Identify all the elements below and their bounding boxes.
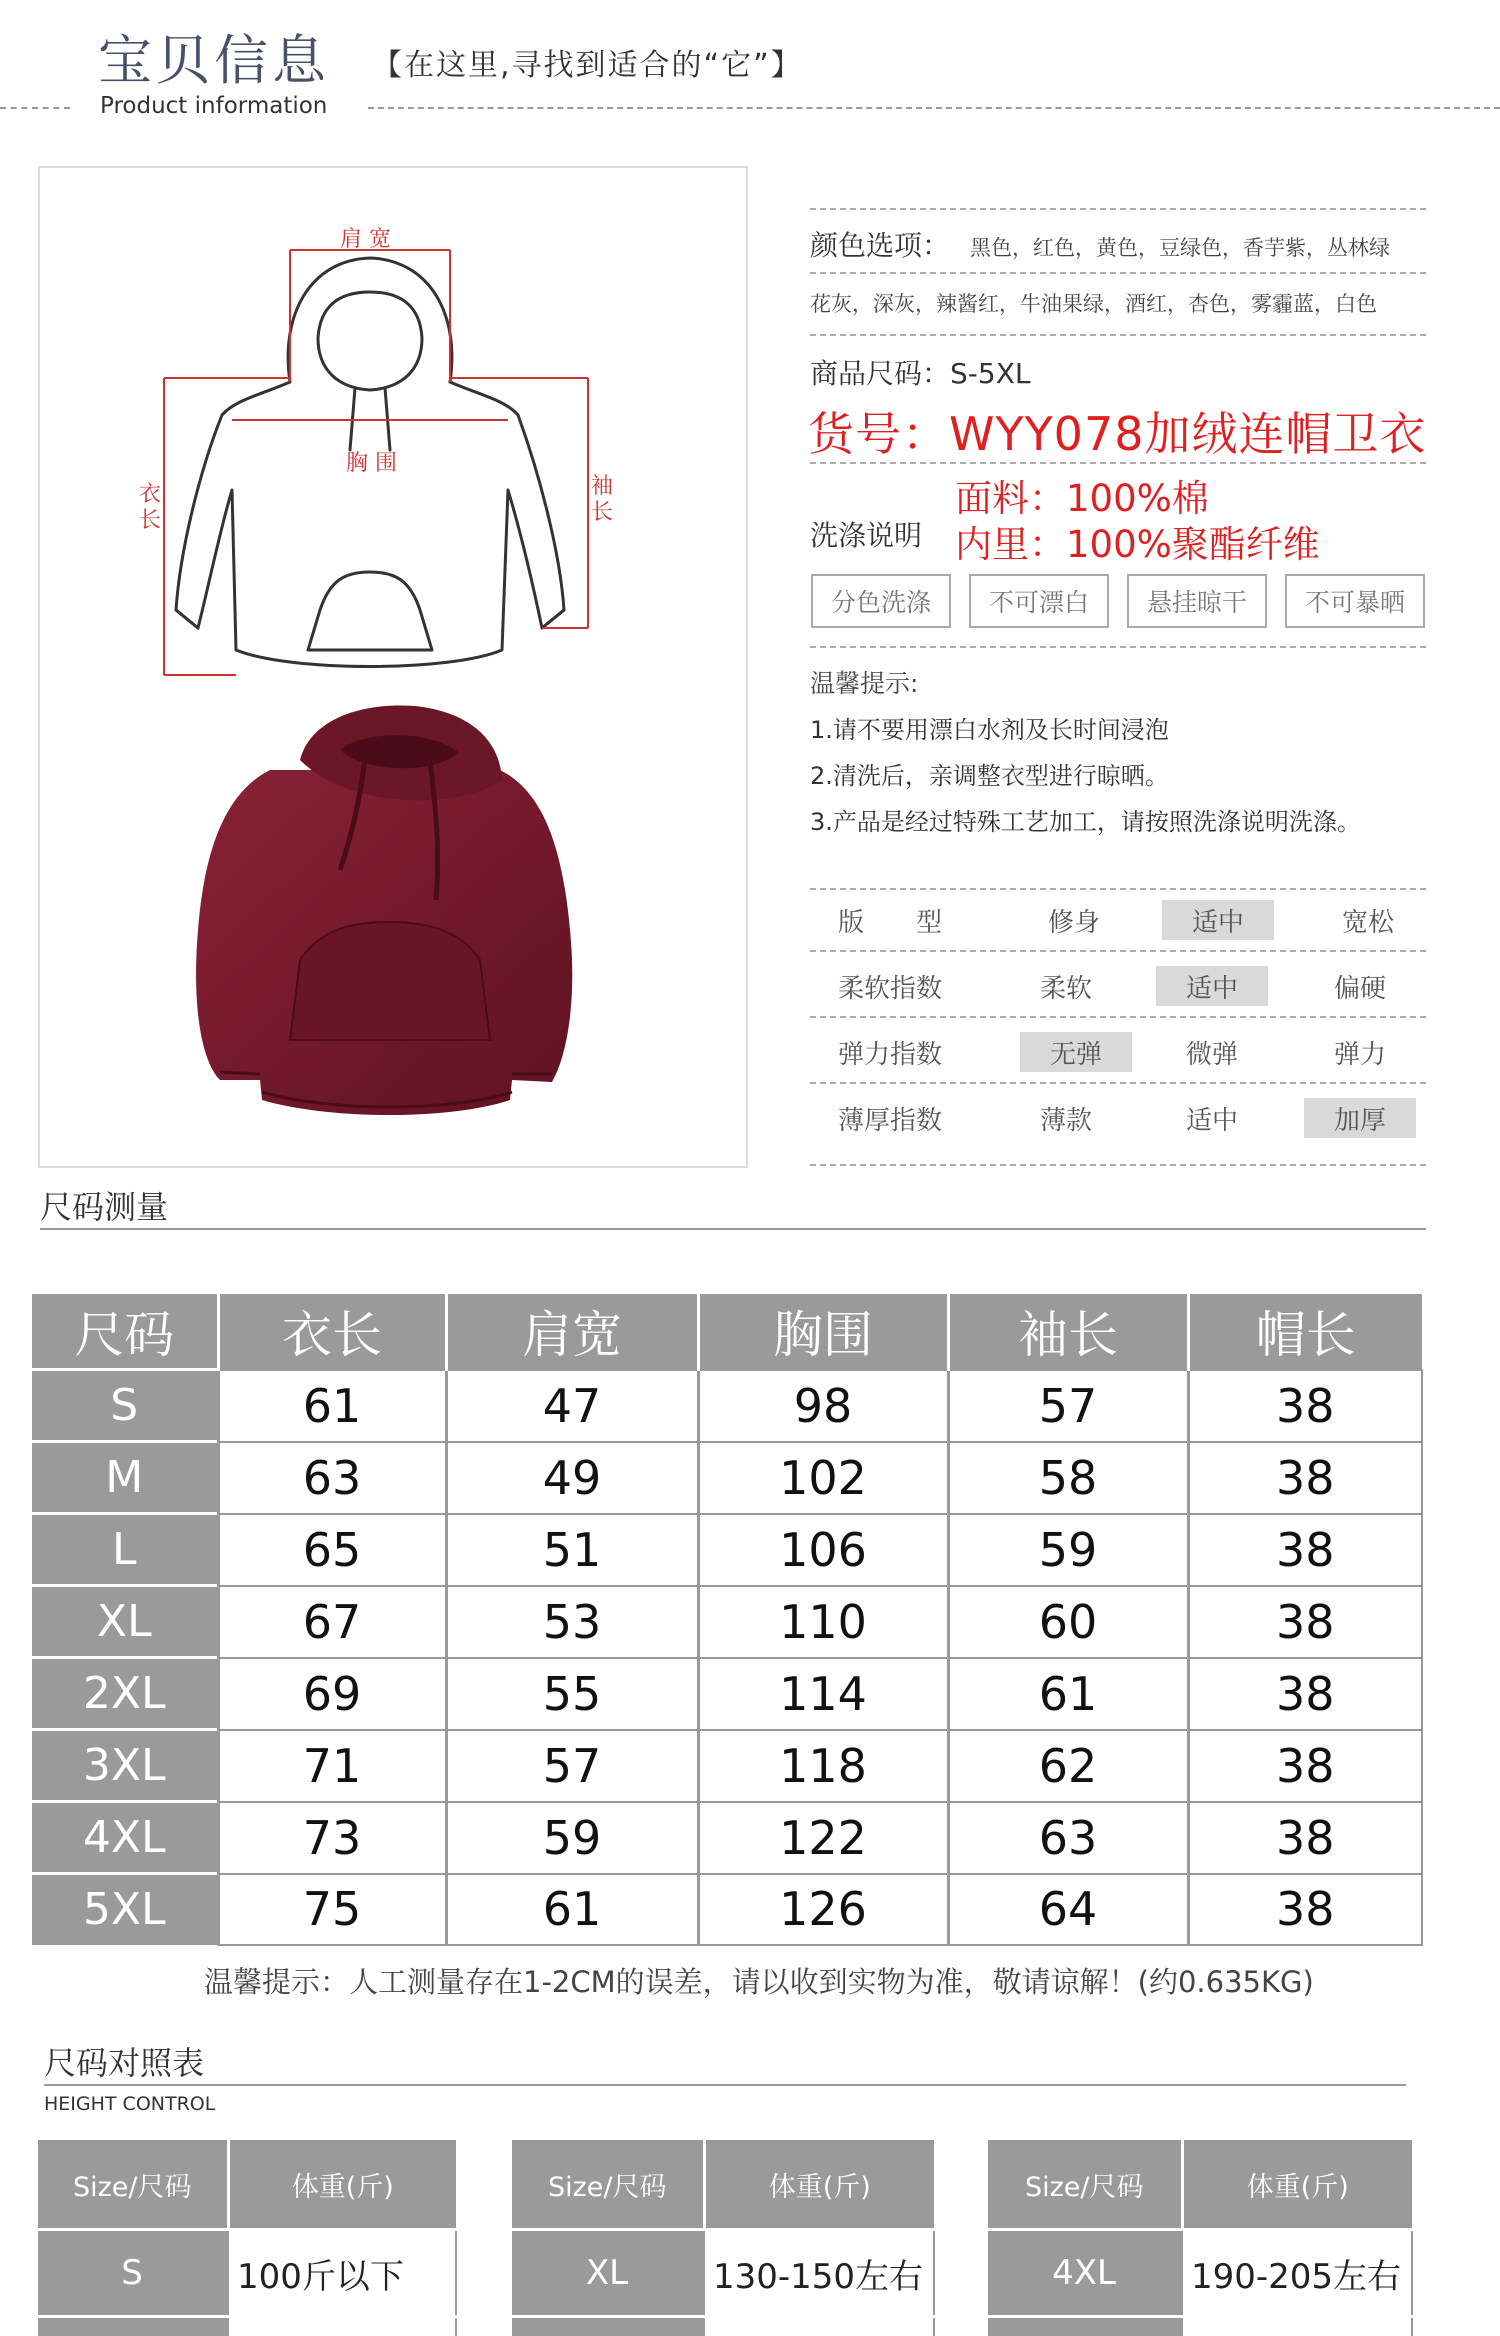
cell-shoulder: 57 [446, 1730, 698, 1802]
cell-hood: 38 [1188, 1658, 1422, 1730]
info-divider [810, 208, 1426, 210]
cell-length: 67 [218, 1586, 446, 1658]
attr-option: 薄款 [1010, 1098, 1122, 1138]
chest-label: 胸 围 [346, 446, 397, 477]
cell-shoulder: 55 [446, 1658, 698, 1730]
cell-length: 73 [218, 1802, 446, 1874]
table-row [512, 2230, 934, 2317]
table-row [32, 1370, 1422, 1442]
table-row [32, 1802, 1422, 1874]
col-header-size: Size/尺码 [988, 2140, 1182, 2230]
cell-weight-cut [1182, 2317, 1412, 2336]
wash-tag-separate: 分色洗涤 [811, 574, 951, 628]
attr-option-selected: 适中 [1156, 966, 1268, 1006]
cell-weight: 190-205左右 [1182, 2230, 1412, 2317]
header-divider-right [368, 107, 1500, 109]
table-header-row [38, 2140, 456, 2230]
wash-tag-no-sun: 不可暴晒 [1285, 574, 1425, 628]
cell-chest: 126 [698, 1874, 948, 1945]
cell-sleeve: 59 [948, 1514, 1188, 1586]
attr-option: 修身 [1018, 900, 1130, 940]
attr-label-elasticity: 弹力指数 [810, 1032, 970, 1072]
col-header-hood: 帽长 [1188, 1294, 1422, 1370]
table-row-partial [512, 2317, 934, 2336]
cell-sleeve: 60 [948, 1586, 1188, 1658]
attr-option: 适中 [1156, 1098, 1268, 1138]
table-row [988, 2230, 1412, 2317]
cell-sleeve: 58 [948, 1442, 1188, 1514]
cell-length: 61 [218, 1370, 446, 1442]
cell-sleeve: 62 [948, 1730, 1188, 1802]
col-header-weight: 体重(斤) [228, 2140, 456, 2230]
cell-chest: 106 [698, 1514, 948, 1586]
table-header-row [988, 2140, 1412, 2230]
row-size-cut [38, 2317, 228, 2336]
attr-option: 宽松 [1312, 900, 1424, 940]
cell-weight-cut [704, 2317, 934, 2336]
tips-title: 温馨提示: [810, 664, 918, 700]
tip-1: 1.请不要用漂白水剂及长时间浸泡 [810, 710, 1169, 745]
attr-option: 柔软 [1010, 966, 1122, 1006]
height-control-title: 尺码对照表 [44, 2038, 204, 2084]
table-row-partial [38, 2317, 456, 2336]
col-header-weight: 体重(斤) [704, 2140, 934, 2230]
attr-label-softness: 柔软指数 [810, 966, 970, 1006]
table-row [38, 2230, 456, 2317]
col-header-size: Size/尺码 [38, 2140, 228, 2230]
table-row [32, 1442, 1422, 1514]
row-size: L [32, 1514, 218, 1586]
color-options-line1: 黑色，红色，黄色，豆绿色，香芋紫，丛林绿 [970, 232, 1390, 262]
cell-chest: 98 [698, 1370, 948, 1442]
wash-tag-hang-dry: 悬挂晾干 [1127, 574, 1267, 628]
cell-length: 75 [218, 1874, 446, 1945]
weight-table-3 [988, 2140, 1413, 2336]
table-row [32, 1730, 1422, 1802]
row-size: 2XL [32, 1658, 218, 1730]
info-divider [810, 462, 1426, 464]
row-size: S [38, 2230, 228, 2317]
sleeve-label: 袖长 [590, 474, 614, 526]
tip-3: 3.产品是经过特殊工艺加工，请按照洗涤说明洗涤。 [810, 802, 1361, 837]
attr-label-fit: 版 型 [810, 900, 970, 940]
size-range: 商品尺码：S-5XL [810, 352, 1030, 392]
wash-tag-no-bleach: 不可漂白 [969, 574, 1109, 628]
cell-length: 65 [218, 1514, 446, 1586]
col-header-shoulder: 肩宽 [446, 1294, 698, 1370]
row-size: 4XL [988, 2230, 1182, 2317]
shoulder-width-label: 肩 宽 [340, 222, 391, 253]
length-label: 衣长 [138, 482, 162, 534]
measure-section-title: 尺码测量 [40, 1182, 168, 1228]
attr-option: 偏硬 [1304, 966, 1416, 1006]
cell-hood: 38 [1188, 1514, 1422, 1586]
attr-divider [810, 950, 1426, 952]
page-title: 宝贝信息 [98, 18, 330, 95]
cell-chest: 102 [698, 1442, 948, 1514]
cell-hood: 38 [1188, 1442, 1422, 1514]
color-options-line2: 花灰，深灰，辣酱红，牛油果绿，酒红，杏色，雾霾蓝，白色 [810, 288, 1377, 318]
table-header-row [32, 1294, 1422, 1370]
cell-chest: 122 [698, 1802, 948, 1874]
col-header-length: 衣长 [218, 1294, 446, 1370]
cell-hood: 38 [1188, 1370, 1422, 1442]
row-size: 5XL [32, 1874, 218, 1945]
cell-length: 71 [218, 1730, 446, 1802]
attr-option: 微弹 [1156, 1032, 1268, 1072]
cell-shoulder: 51 [446, 1514, 698, 1586]
cell-hood: 38 [1188, 1874, 1422, 1945]
cell-hood: 38 [1188, 1586, 1422, 1658]
table-row [32, 1658, 1422, 1730]
attr-divider [810, 888, 1426, 890]
attr-option: 弹力 [1304, 1032, 1416, 1072]
cell-chest: 118 [698, 1730, 948, 1802]
page-tagline: 【在这里,寻找到适合的“它”】 [372, 40, 803, 84]
cell-length: 63 [218, 1442, 446, 1514]
attr-divider [810, 1082, 1426, 1084]
cell-sleeve: 61 [948, 1658, 1188, 1730]
hoodie-product-photo [190, 700, 580, 1150]
weight-table-1 [38, 2140, 457, 2336]
size-measurement-table [32, 1294, 1423, 1946]
row-size: XL [512, 2230, 704, 2317]
table-row [32, 1874, 1422, 1945]
cell-sleeve: 63 [948, 1802, 1188, 1874]
cell-length: 69 [218, 1658, 446, 1730]
info-divider [810, 334, 1426, 336]
col-header-chest: 胸围 [698, 1294, 948, 1370]
cell-shoulder: 59 [446, 1802, 698, 1874]
attr-option-selected: 适中 [1162, 900, 1274, 940]
col-header-size: 尺码 [32, 1294, 218, 1370]
table-row [32, 1514, 1422, 1586]
cell-chest: 114 [698, 1658, 948, 1730]
height-control-subtitle: HEIGHT CONTROL [44, 2093, 215, 2115]
header-divider-left [0, 107, 70, 109]
row-size: 4XL [32, 1802, 218, 1874]
table-row [32, 1586, 1422, 1658]
cell-shoulder: 61 [446, 1874, 698, 1945]
color-options-label: 颜色选项： [810, 224, 950, 264]
measurement-note: 温馨提示：人工测量存在1-2CM的误差，请以收到实物为准，敬请谅解！(约0.635KG) [204, 1960, 1314, 2001]
attr-label-thickness: 薄厚指数 [810, 1098, 970, 1138]
row-size: M [32, 1442, 218, 1514]
cell-weight: 130-150左右 [704, 2230, 934, 2317]
cell-chest: 110 [698, 1586, 948, 1658]
page-subtitle-en: Product information [100, 93, 327, 119]
height-control-rule [44, 2084, 1406, 2086]
weight-table-2 [512, 2140, 935, 2336]
wash-label: 洗涤说明 [810, 514, 922, 554]
cell-sleeve: 64 [948, 1874, 1188, 1945]
row-size: 3XL [32, 1730, 218, 1802]
row-size-cut [988, 2317, 1182, 2336]
info-divider [810, 646, 1426, 648]
table-row-partial [988, 2317, 1412, 2336]
row-size: XL [32, 1586, 218, 1658]
col-header-sleeve: 袖长 [948, 1294, 1188, 1370]
tip-2: 2.清洗后，亲调整衣型进行晾晒。 [810, 756, 1169, 791]
attr-option-selected: 加厚 [1304, 1098, 1416, 1138]
cell-shoulder: 53 [446, 1586, 698, 1658]
cell-weight-cut [228, 2317, 456, 2336]
cell-hood: 38 [1188, 1802, 1422, 1874]
attr-option-selected: 无弹 [1020, 1032, 1132, 1072]
cell-shoulder: 49 [446, 1442, 698, 1514]
col-header-size: Size/尺码 [512, 2140, 704, 2230]
info-divider [810, 272, 1426, 274]
cell-hood: 38 [1188, 1730, 1422, 1802]
lining-info: 内里：100%聚酯纤维 [955, 514, 1320, 568]
cell-shoulder: 47 [446, 1370, 698, 1442]
attr-divider [810, 1016, 1426, 1018]
item-number: 货号：WYY078加绒连帽卫衣 [808, 398, 1426, 464]
fabric-info: 面料：100%棉 [955, 468, 1209, 522]
measure-section-rule [40, 1228, 1426, 1230]
cell-sleeve: 57 [948, 1370, 1188, 1442]
row-size: S [32, 1370, 218, 1442]
col-header-weight: 体重(斤) [1182, 2140, 1412, 2230]
attr-divider [810, 1164, 1426, 1166]
cell-weight: 100斤以下 [228, 2230, 456, 2317]
table-header-row [512, 2140, 934, 2230]
row-size-cut [512, 2317, 704, 2336]
